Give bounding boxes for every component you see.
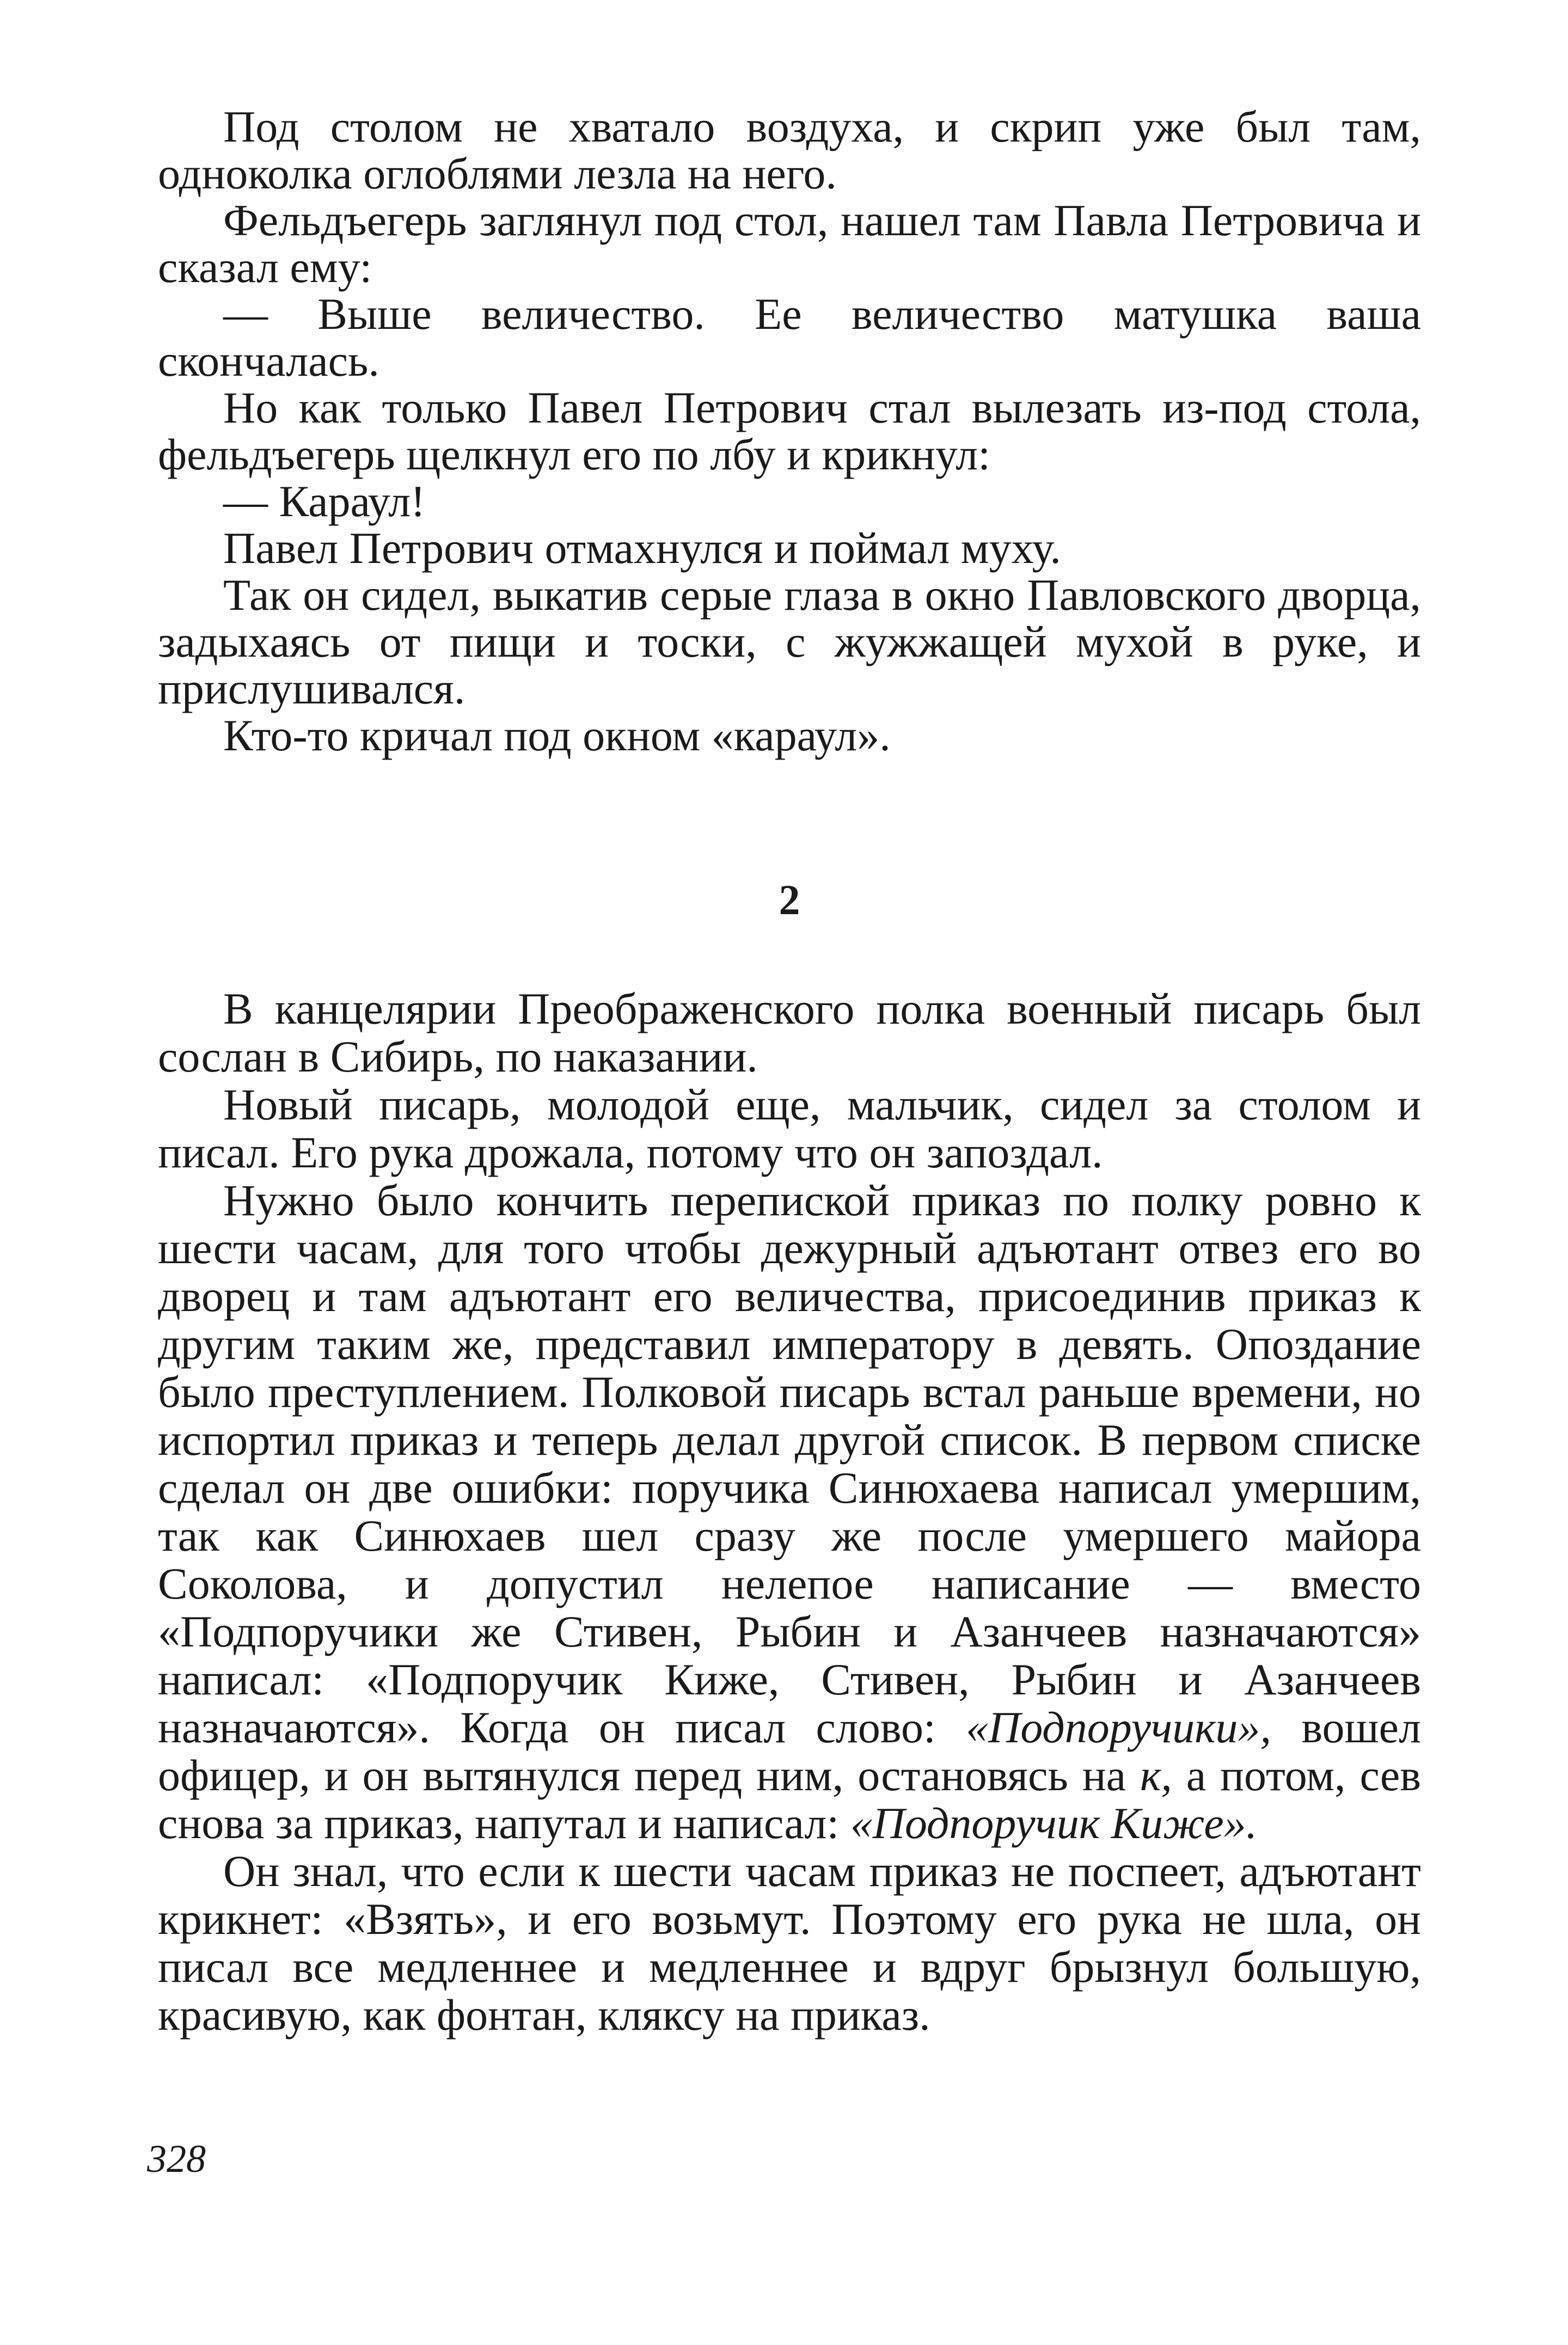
paragraph: Но как только Павел Петрович стал вылезать из-под стола, фельдъегерь щелкнул его по лбу и крикнул: — [158, 383, 1421, 479]
page-number: 328 — [147, 2137, 206, 2181]
paragraph: — Выше величество. Ее величество матушка ваша скончалась. — [158, 289, 1421, 385]
text-run: Нужно было кончить перепиской приказ по полку ровно к шести часам, для того чтобы дежурный адъютант отвез его во дворец и там адъютант его величества, присоединив приказ к другим таким же, представил императору в девять. Опоздание было преступлением. Полковой писарь встал раньше времени, но испортил приказ и теперь делал другой список. В первом списке сделал он две ошибки: поручика Синюхаева написал умершим, так как Синюхаев шел сразу же после умершего майора Соколова, и допустил нелепое написание — вместо «Подпоручики же Стивен, Рыбин и Азанчеев назначаются» написал: «Подпоручик Киже, Стивен, Рыбин и Азанчеев назначаются». Когда он писал слово: — [158, 1175, 1421, 1752]
paragraph: Кто-то кричал под окном «караул». — [223, 711, 891, 760]
italic-quote: «Подпоручик Киже». — [850, 1798, 1258, 1848]
paragraph: Так он сидел, выкатив серые глаза в окно Павловского дворца, задыхаясь от пищи и тоски, с жужжащей мухой в руке, и прислушивался. — [158, 570, 1421, 713]
text-run: вошел офицер, и он вытянулся перед ним, остановясь на — [158, 1703, 1421, 1800]
paragraph: — Караул! — [223, 476, 426, 526]
part-two-text — [158, 985, 1421, 2039]
paragraph: Фельдъегерь заглянул под стол, нашел там Павла Петровича и сказал ему: — [158, 195, 1421, 292]
italic-quote: «Подпоручики», — [966, 1703, 1272, 1752]
book-page — [158, 103, 1421, 2039]
italic-letter: к, — [1140, 1750, 1172, 1800]
paragraph: Он знал, что если к шести часам приказ не поспеет, адъютант крикнет: «Взять», и его возьмут. Поэтому его рука не шла, он писал все медленнее и медленнее и вдруг брызнул большую, красивую, как фонтан, кляксу на приказ. — [158, 1846, 1421, 2040]
paragraph: Новый писарь, молодой еще, мальчик, сидел за столом и писал. Его рука дрожала, потому что он запоздал. — [158, 1080, 1421, 1177]
paragraph: В канцелярии Преображенского полка военный писарь был сослан в Сибирь, по наказании. — [158, 984, 1421, 1081]
part-one-text — [158, 103, 1421, 759]
paragraph: Павел Петрович отмахнулся и поймал муху. — [223, 523, 1061, 573]
paragraph: Под столом не хватало воздуха, и скрип уже был там, одноколка оглоблями лезла на него. — [158, 102, 1421, 198]
section-number: 2 — [779, 876, 800, 923]
paragraph — [158, 1177, 1421, 1847]
text-run: а потом, сев снова за приказ, напутал и написал: — [158, 1750, 1421, 1848]
